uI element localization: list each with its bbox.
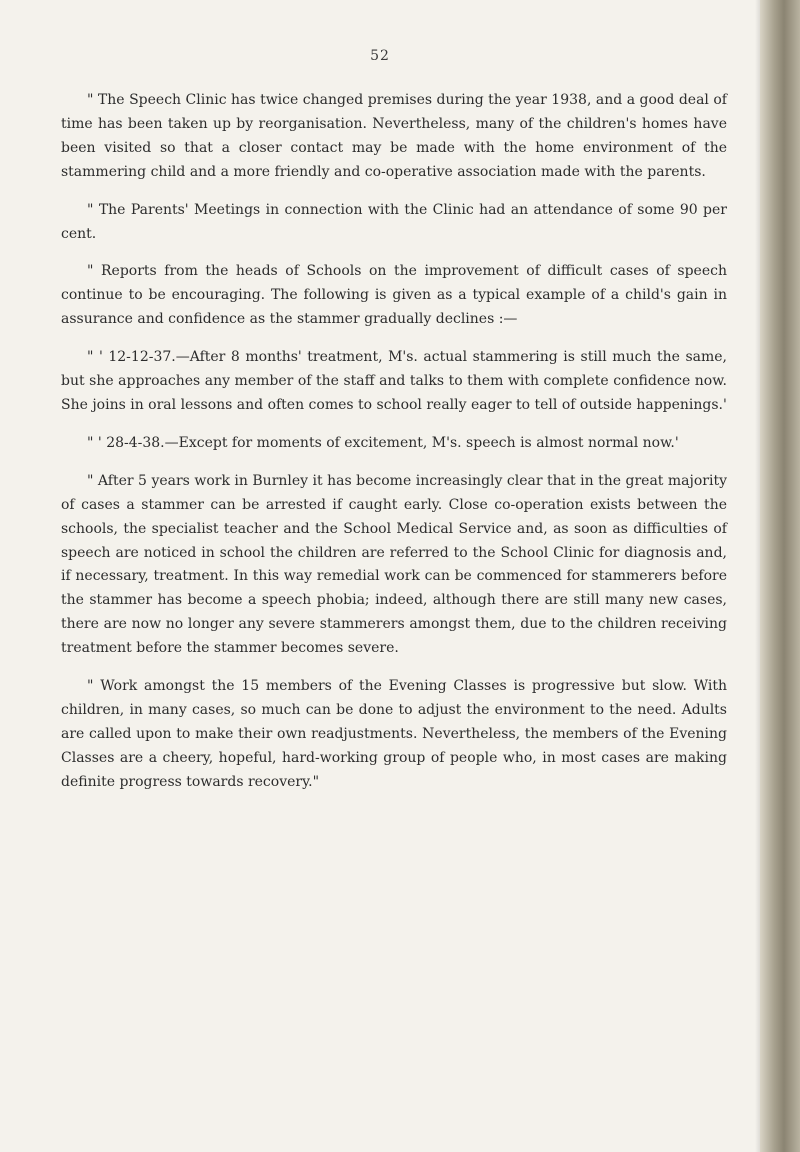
paragraph-evening-classes: " Work amongst the 15 members of the Evening Classes is progressive but slow. With children, in many cases, so much can be done to adjust the environment to the need. Adults are called upon to make their own readjustments. Nevertheless, the members of the Evening Classes are a cheery, hopeful, hard-working group of people who, in most cases are making definite progress towards recovery." — [61, 678, 727, 790]
book-edge — [760, 0, 800, 1152]
paragraph-premises: " The Speech Clinic has twice changed premises during the year 1938, and a good deal of time has been taken up by reorganisation. Nevertheless, many of the children's homes have been visited so that a closer contact may be made with the home environment of the stammering child and a more friendly and co-operative association made with the parents. — [61, 92, 727, 180]
body-text — [61, 89, 727, 809]
paragraph-school-reports: " Reports from the heads of Schools on the improvement of difficult cases of speech continue to be encouraging. The following is given as a typical example of a child's gain in assurance and confidence as the stammer gradually declines :— — [61, 263, 727, 328]
paragraph-report-1937: " ' 12-12-37.—After 8 months' treatment, M's. actual stammering is still much the same, but she approaches any member of the staff and talks to them with complete confidence now. She joins in oral lessons and often comes to school really eager to tell of outside happenings.' — [61, 349, 727, 413]
paragraph-parents-meetings: " The Parents' Meetings in connection with the Clinic had an attendance of some 90 per cent. — [61, 201, 727, 242]
paragraph-burnley-work: " After 5 years work in Burnley it has become increasingly clear that in the great majority of cases a stammer can be arrested if caught early. Close co-operation exists between the schools, the specialist teacher and the School Medical Service and, as soon as difficulties of speech are noticed in school the children are referred to the School Clinic for diagnosis and, if necessary, treatment. In this way remedial work can be commenced for stammerers before the stammer has become a speech phobia; indeed, although there are still many new cases, there are now no longer any severe stammerers amongst them, due to the children receiving treatment before the stammer becomes severe. — [61, 472, 727, 657]
page-number: 52 — [370, 48, 390, 64]
paragraph-report-1938: " ' 28-4-38.—Except for moments of excitement, M's. speech is almost normal now.' — [87, 434, 679, 451]
